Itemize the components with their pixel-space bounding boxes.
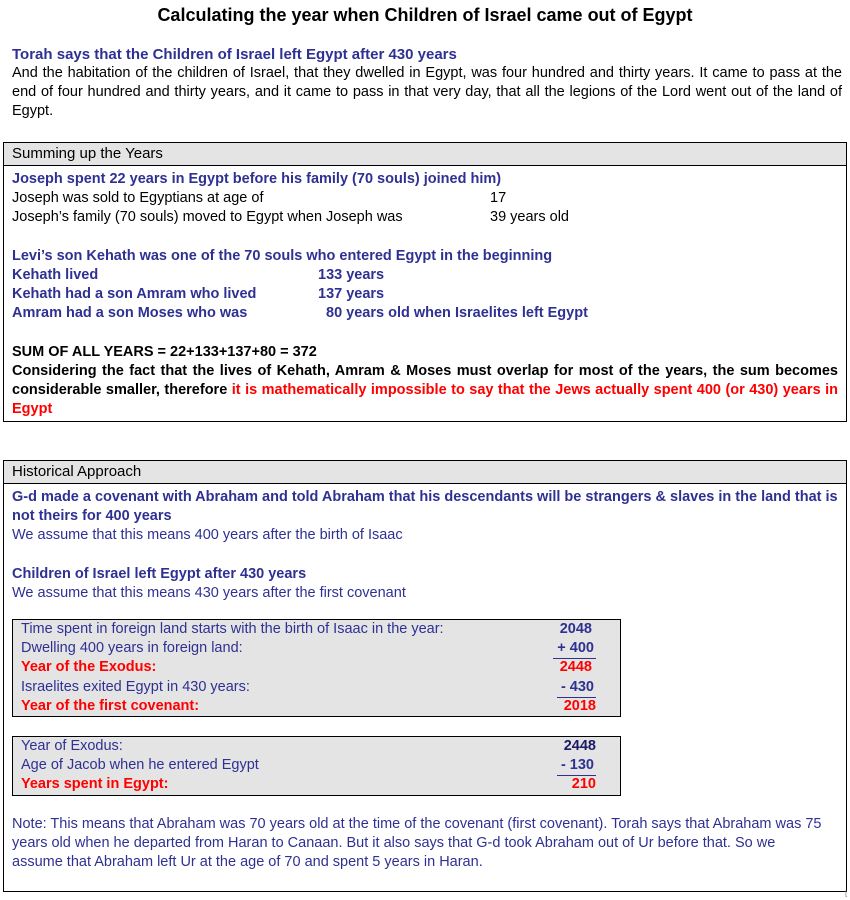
calc2-label: Age of Jacob when he entered Egypt xyxy=(21,757,259,774)
joseph-sold-label: Joseph was sold to Egyptians at age of xyxy=(12,190,264,207)
conclusion-text: Considering the fact that the lives of Kehath, Amram & Moses must overlap for most of the years, the sum becomes considerable smaller, therefore xyxy=(12,362,838,399)
intro-heading: Torah says that the Children of Israel left Egypt after 430 years xyxy=(12,46,457,63)
summing-body xyxy=(4,166,846,419)
calc1-value: 2048 xyxy=(559,621,592,637)
joseph-family-value: 39 years old xyxy=(490,209,569,226)
calc1-value: 2448 xyxy=(559,659,592,676)
calc1-row-covenant xyxy=(13,697,620,716)
amram-label: Kehath had a son Amram who lived xyxy=(12,286,257,303)
summing-header: Summing up the Years xyxy=(4,143,846,166)
calc2-row-exodus xyxy=(13,737,620,756)
calc1-value: - 430 xyxy=(557,678,596,698)
calc2-label: Years spent in Egypt: xyxy=(21,776,169,793)
amram-value: 137 years xyxy=(318,286,385,303)
calc2-value: 2448 xyxy=(563,738,596,754)
calc1-row-isaac xyxy=(13,620,620,639)
calc1-value: + 400 xyxy=(553,639,596,659)
exit-assumption: We assume that this means 430 years after the first covenant xyxy=(12,585,406,601)
egypt-years-table xyxy=(12,736,621,796)
calc2-value: 210 xyxy=(571,776,596,793)
joseph-family-label: Joseph’s family (70 souls) moved to Egypt when Joseph was xyxy=(12,209,403,226)
kehath-label: Kehath lived xyxy=(12,266,99,283)
conclusion-highlight: it is mathematically impossible to say that the Jews actually spent 400 (or 430) years in Egypt xyxy=(12,382,838,418)
historical-body xyxy=(4,484,846,603)
calc2-value: - 130 xyxy=(557,756,596,776)
joseph-heading: Joseph spent 22 years in Egypt before his family (70 souls) joined him) xyxy=(12,171,502,187)
calc2-row-years xyxy=(13,775,620,794)
moses-row xyxy=(12,304,838,323)
exodus-calculation-table xyxy=(12,619,621,717)
calc2-label: Year of Exodus: xyxy=(21,738,123,754)
moses-label: Amram had a son Moses who was xyxy=(12,305,248,322)
conclusion xyxy=(12,362,838,420)
calc1-value: 2018 xyxy=(563,697,596,714)
levi-heading: Levi’s son Kehath was one of the 70 souls who entered Egypt in the beginning xyxy=(12,247,553,264)
page-title: Calculating the year when Children of Israel came out of Egypt xyxy=(157,5,693,25)
kehath-row xyxy=(12,266,838,285)
joseph-sold-row xyxy=(12,189,838,208)
calc1-label: Year of the Exodus: xyxy=(21,659,157,676)
calc1-row-exodus xyxy=(13,658,620,677)
joseph-sold-value: 17 xyxy=(490,190,507,207)
sum-line: SUM OF ALL YEARS = 22+133+137+80 = 372 xyxy=(12,343,317,360)
kehath-value: 133 years xyxy=(318,266,385,283)
intro-quote: And the habitation of the children of Israel, that they dwelled in Egypt, was four hundred and thirty years. It came to pass at the end of four hundred and thirty years, and it came to pass in that very day, that all the legions of the Lord went out of the land of Egypt. xyxy=(12,65,842,119)
historical-header: Historical Approach xyxy=(4,461,846,484)
calc2-row-jacob xyxy=(13,756,620,775)
calc1-label: Time spent in foreign land starts with the birth of Isaac in the year: xyxy=(21,621,444,637)
calc1-row-dwelling xyxy=(13,639,620,658)
calc1-row-exit xyxy=(13,678,620,697)
corner-mark-icon: ⌊ xyxy=(844,889,848,898)
calc1-label: Israelites exited Egypt in 430 years: xyxy=(21,678,250,695)
calc1-label: Dwelling 400 years in foreign land: xyxy=(21,640,243,657)
covenant-note: Note: This means that Abraham was 70 years old at the time of the covenant (first covenant). Torah says that Abraham was 75 years old when he departed from Haran to Canaan. But it also says that G-d took Abraham out of Ur before that. So we assume that Abraham left Ur at the age of 70 and spent 5 years in Haran. xyxy=(12,816,822,871)
covenant-assumption: We assume that this means 400 years after the birth of Isaac xyxy=(12,527,403,544)
moses-value: 80 years old when Israelites left Egypt xyxy=(326,305,588,322)
calc1-label: Year of the first covenant: xyxy=(21,697,200,714)
amram-row xyxy=(12,285,838,304)
intro-section xyxy=(12,45,842,121)
exit-heading: Children of Israel left Egypt after 430 years xyxy=(12,565,307,582)
joseph-family-row xyxy=(12,208,838,227)
covenant-heading: G-d made a covenant with Abraham and told Abraham that his descendants will be strangers & slaves in the land that is not theirs for 400 years xyxy=(12,489,838,525)
summing-box xyxy=(3,142,847,422)
